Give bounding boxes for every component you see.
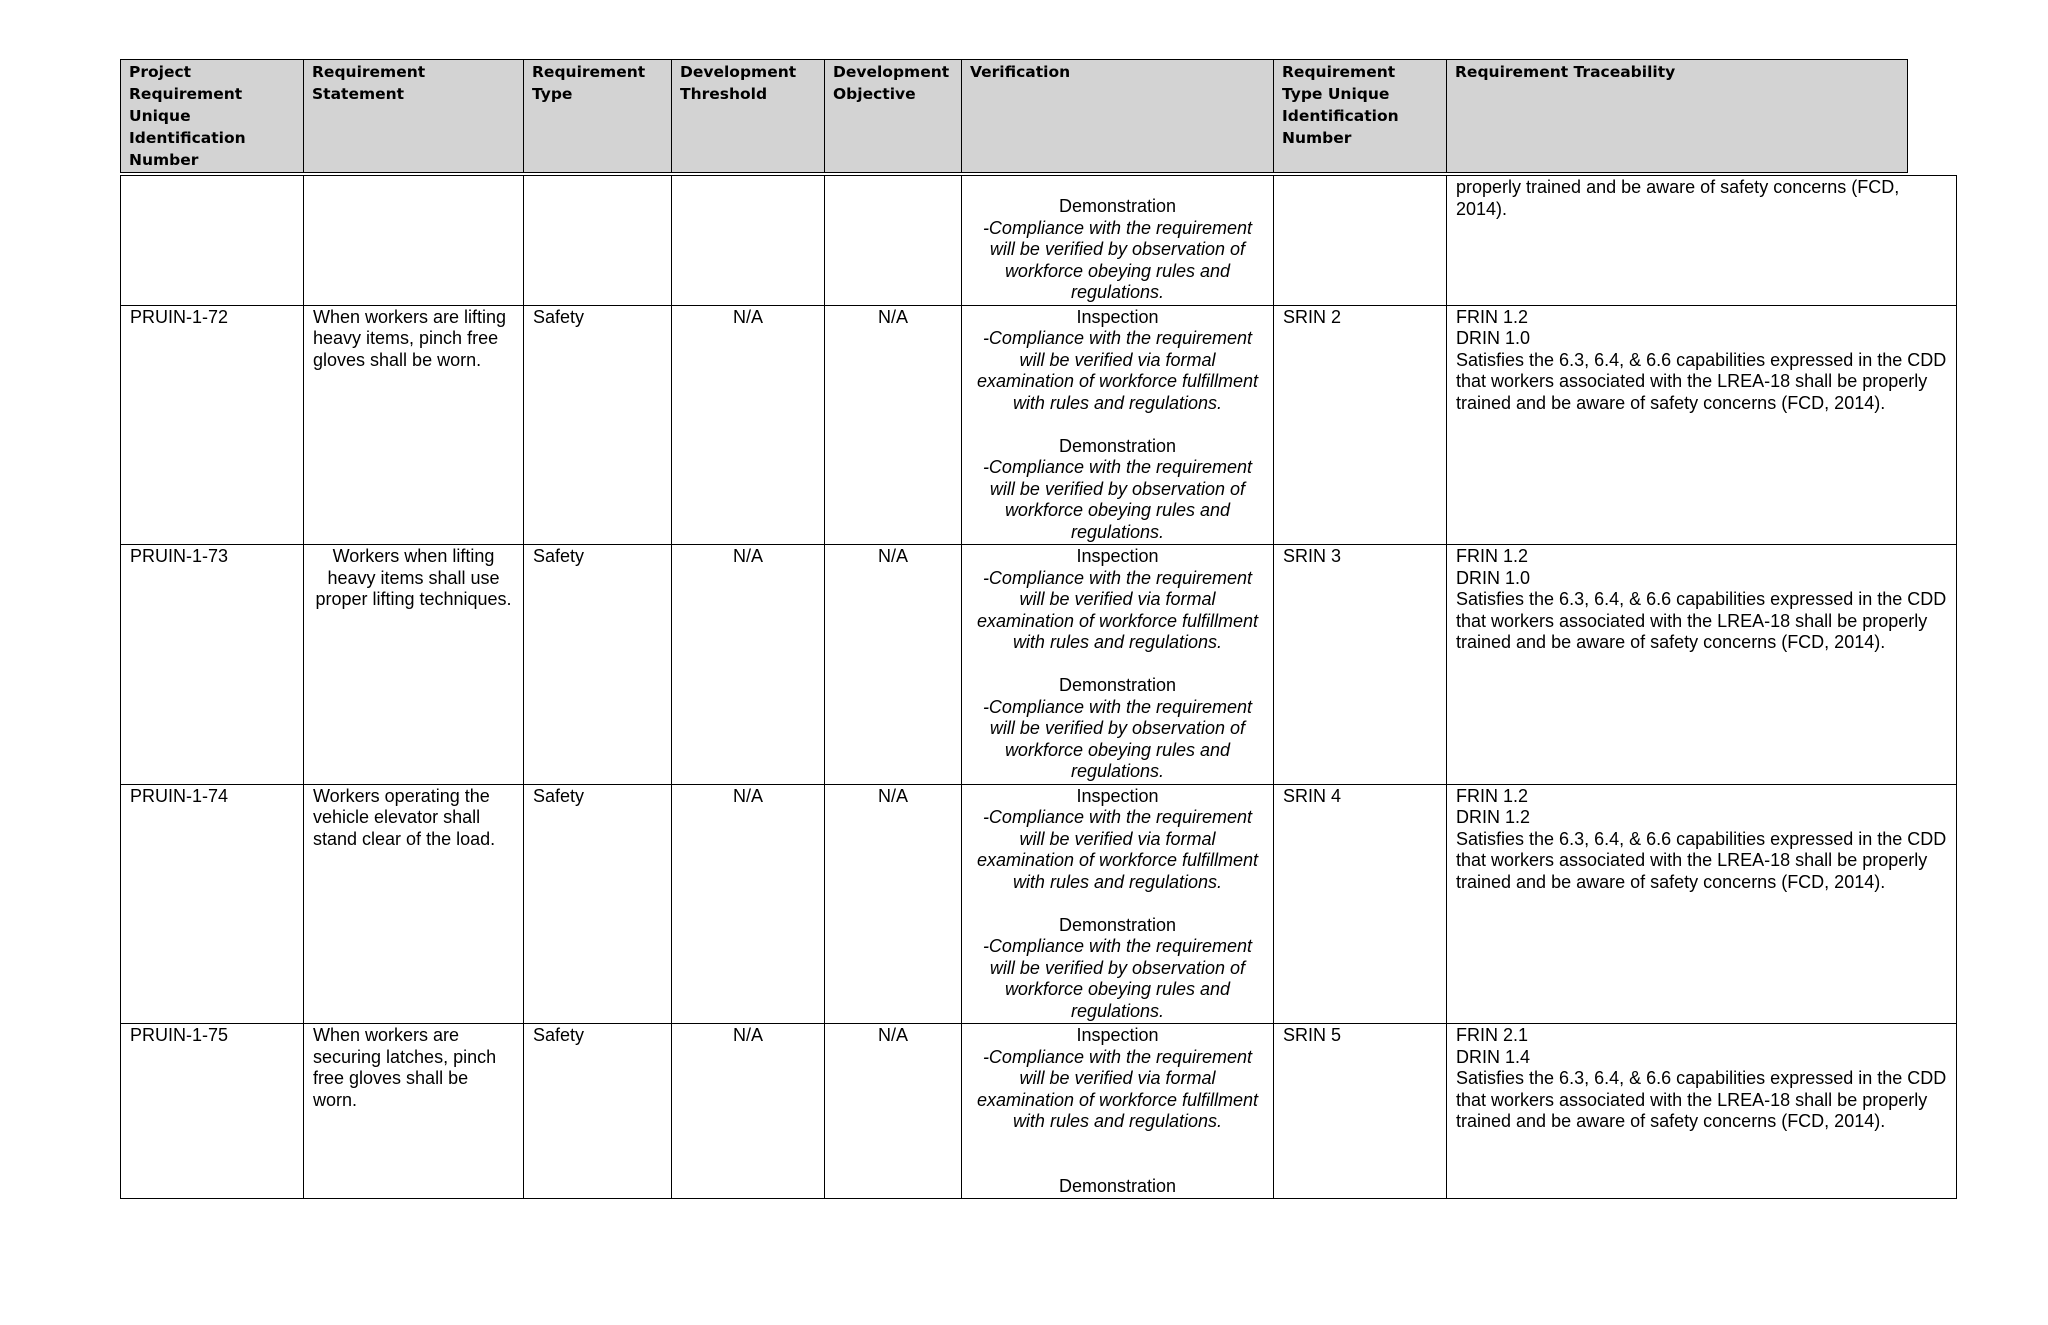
table-row [121, 305, 1957, 545]
trace-drin: DRIN 1.4 [1456, 1046, 1531, 1067]
requirements-table [120, 175, 1957, 1199]
cell-threshold [672, 176, 825, 306]
cell-statement: When workers are lifting heavy items, pinch free gloves shall be worn. [304, 305, 524, 545]
table-row [121, 784, 1957, 1024]
verification-text: -Compliance with the requirement will be verified by observation of workforce obeying rules and regulations. [982, 696, 1253, 781]
trace-frin: FRIN 1.2 [1456, 785, 1529, 806]
header-verification: Verification [962, 60, 1274, 173]
cell-statement: Workers operating the vehicle elevator shall stand clear of the load. [304, 784, 524, 1024]
cell-objective: N/A [825, 784, 962, 1024]
trace-frin: FRIN 1.2 [1456, 546, 1529, 566]
cell-statement [304, 176, 524, 306]
cell-statement: Workers when lifting heavy items shall use proper lifting techniques. [304, 545, 524, 785]
cell-verification [962, 784, 1274, 1024]
cell-verification [962, 1024, 1274, 1199]
header-type: Requirement Type [524, 60, 672, 173]
cell-threshold: N/A [672, 784, 825, 1024]
traceability-text: Satisfies the 6.3, 6.4, & 6.6 capabilities expressed in the CDD that workers associated with the LREA-18 shall be properly trained and be aware of safety concerns (FCD, 2014). [1456, 1068, 1947, 1131]
verification-text: -Compliance with the requirement will be verified by observation of workforce obeying rules and regulations. [982, 217, 1253, 302]
cell-verification [962, 305, 1274, 545]
cell-verification [962, 176, 1274, 306]
traceability-text: Satisfies the 6.3, 6.4, & 6.6 capabilities expressed in the CDD that workers associated with the LREA-18 shall be properly trained and be aware of safety concerns (FCD, 2014). [1456, 828, 1947, 892]
cell-srin: SRIN 2 [1274, 305, 1447, 545]
verification-label: Inspection [1076, 785, 1159, 806]
header-srin: Requirement Type Unique Identification Number [1274, 60, 1447, 173]
table-row [121, 545, 1957, 785]
cell-id: PRUIN-1-74 [121, 784, 304, 1024]
cell-verification [962, 545, 1274, 785]
cell-threshold: N/A [672, 545, 825, 785]
cell-statement: When workers are securing latches, pinch free gloves shall be worn. [304, 1024, 524, 1199]
cell-type: Safety [524, 305, 672, 545]
cell-threshold: N/A [672, 1024, 825, 1199]
cell-srin: SRIN 4 [1274, 784, 1447, 1024]
cell-srin: SRIN 5 [1274, 1024, 1447, 1199]
traceability-text: Satisfies the 6.3, 6.4, & 6.6 capabilities expressed in the CDD that workers associated with the LREA-18 shall be properly trained and be aware of safety concerns (FCD, 2014). [1456, 349, 1947, 413]
table-row-continuation [121, 176, 1957, 306]
cell-threshold: N/A [672, 305, 825, 545]
table-row [121, 1024, 1957, 1199]
cell-type: Safety [524, 545, 672, 785]
verification-label: Inspection [1076, 306, 1159, 327]
cell-objective [825, 176, 962, 306]
trace-drin: DRIN 1.0 [1456, 567, 1531, 588]
traceability-text: Satisfies the 6.3, 6.4, & 6.6 capabilities expressed in the CDD that workers associated with the LREA-18 shall be properly trained and be aware of safety concerns (FCD, 2014). [1456, 589, 1947, 652]
verification-label: Demonstration [1058, 914, 1177, 935]
header-threshold: Development Threshold [672, 60, 825, 173]
cell-srin: SRIN 3 [1274, 545, 1447, 785]
verification-text: -Compliance with the requirement will be verified via formal examination of workforce fulfillment with rules and regulations. [976, 807, 1259, 892]
cell-id [121, 176, 304, 306]
verification-label: Demonstration [1058, 196, 1177, 216]
verification-text: -Compliance with the requirement will be verified by observation of workforce obeying rules and regulations. [982, 936, 1253, 1021]
cell-id: PRUIN-1-73 [121, 545, 304, 785]
cell-traceability [1447, 1024, 1957, 1199]
cell-traceability [1447, 784, 1957, 1024]
cell-id: PRUIN-1-75 [121, 1024, 304, 1199]
cell-objective: N/A [825, 305, 962, 545]
header-statement: Requirement Statement [304, 60, 524, 173]
cell-traceability [1447, 176, 1957, 306]
header-table [120, 59, 1908, 173]
header-row [121, 60, 1908, 173]
verification-label: Demonstration [1058, 1175, 1177, 1196]
cell-type [524, 176, 672, 306]
verification-label: Inspection [1076, 546, 1159, 566]
trace-drin: DRIN 1.2 [1456, 807, 1531, 827]
verification-text: -Compliance with the requirement will be verified via formal examination of workforce fulfillment with rules and regulations. [976, 1046, 1259, 1131]
cell-type: Safety [524, 1024, 672, 1199]
trace-drin: DRIN 1.0 [1456, 328, 1531, 348]
header-objective: Development Objective [825, 60, 962, 173]
verification-text: -Compliance with the requirement will be verified via formal examination of workforce fulfillment with rules and regulations. [976, 328, 1259, 413]
cell-srin [1274, 176, 1447, 306]
cell-type: Safety [524, 784, 672, 1024]
trace-frin: FRIN 2.1 [1456, 1025, 1529, 1045]
verification-label: Demonstration [1058, 675, 1177, 695]
traceability-text: properly trained and be aware of safety concerns (FCD, 2014). [1456, 177, 1900, 219]
cell-traceability [1447, 545, 1957, 785]
cell-objective: N/A [825, 545, 962, 785]
cell-traceability [1447, 305, 1957, 545]
cell-id: PRUIN-1-72 [121, 305, 304, 545]
verification-label: Demonstration [1058, 435, 1177, 456]
verification-label: Inspection [1076, 1025, 1159, 1045]
verification-text: -Compliance with the requirement will be verified via formal examination of workforce fulfillment with rules and regulations. [976, 567, 1259, 652]
cell-objective: N/A [825, 1024, 962, 1199]
header-traceability: Requirement Traceability [1447, 60, 1908, 173]
header-id: Project Requirement Unique Identification Number [121, 60, 304, 173]
verification-text: -Compliance with the requirement will be verified by observation of workforce obeying rules and regulations. [982, 457, 1253, 542]
trace-frin: FRIN 1.2 [1456, 306, 1529, 327]
